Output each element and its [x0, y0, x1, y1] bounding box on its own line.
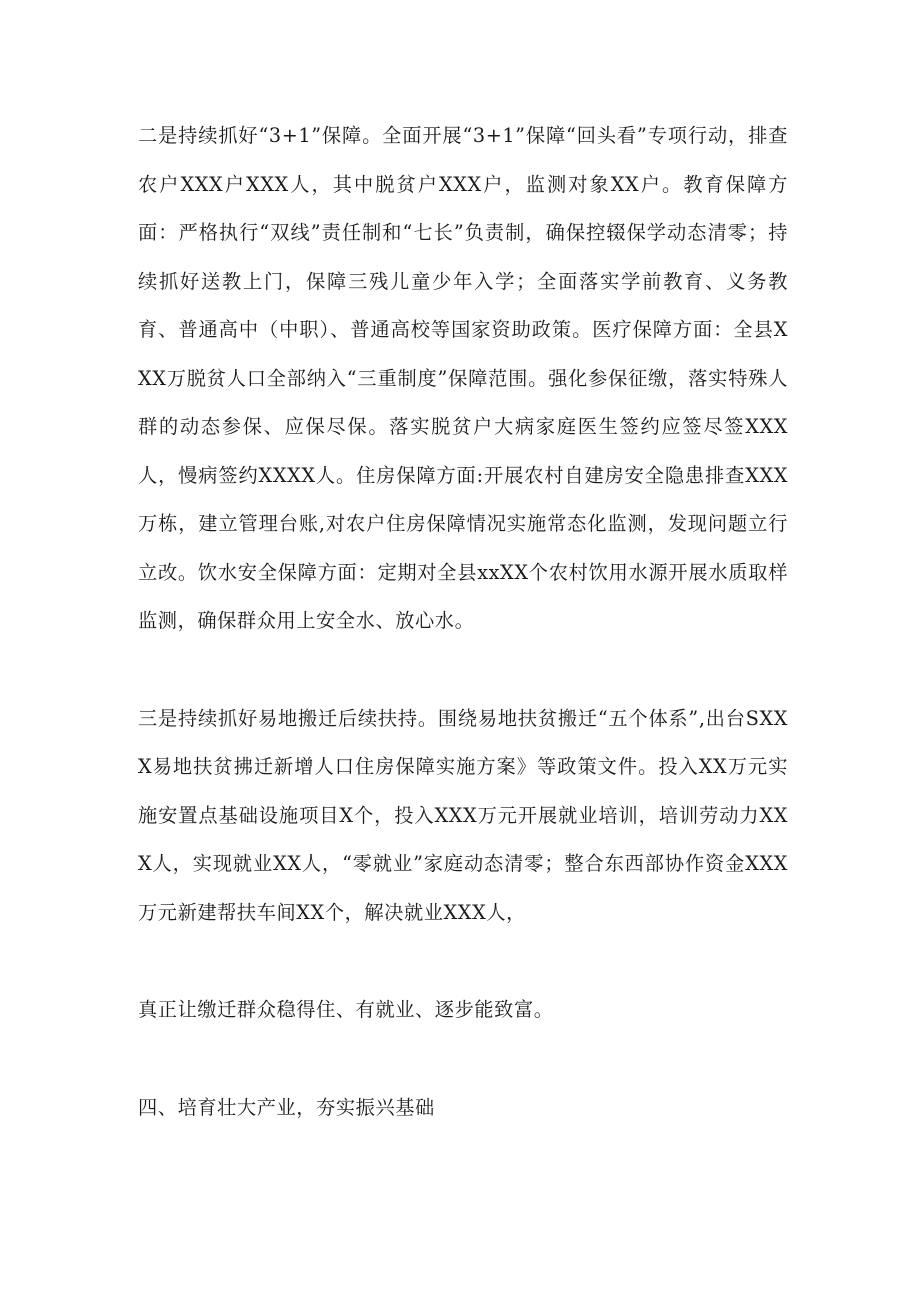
- paragraph-relocation-conclusion: 真正让缴迁群众稳得住、有就业、逐步能致富。: [138, 998, 554, 1021]
- paragraph-3plus1-guarantee: 二是持续抓好“3+1”保障。全面开展“3+1”保障“回头看”专项行动，排查农户XXX户XXX人，其中脱贫户XXX户，监测对象XX户。教育保障方面：严格执行“双线”责任制和“七长”负责制，确保控辍保学动态清零；持续抓好送教上门，保障三残儿童少年入学；全面落实学前教育、义务教育、普通高中（中职）、普通高校等国家资助政策。医疗保障方面：全县XXX万脱贫人口全部纳入“三重制度”保障范围。强化参保征缴，落实特殊人群的动态参保、应保尽保。落实脱贫户大病家庭医生签约应签尽签XXX人，慢病签约XXXX人。住房保障方面:开展农村自建房安全隐患排查XXX万栋，建立管理台账,对农户住房保障情况实施常态化监测，发现问题立行立改。饮水安全保障方面：定期对全县xxXX个农村饮用水源开展水质取样监测，确保群众用上安全水、放心水。: [138, 124, 788, 632]
- paragraph-relocation-support: 三是持续抓好易地搬迁后续扶持。围绕易地扶贫搬迁“五个体系”,出台SXXX易地扶贫拂迁新增人口住房保障实施方案》等政策文件。投入XX万元实施安置点基础设施项目X个，投入XXX万元开展就业培训，培训劳动力XXX人，实现就业XX人，“零就业”家庭动态清零；整合东西部协作资金XXX万元新建帮扶车间XX个，解决就业XXX人，: [138, 706, 788, 924]
- section-heading-industry: 四、培育壮大产业，夯实振兴基础: [138, 1095, 435, 1119]
- document-body: [138, 112, 788, 1132]
